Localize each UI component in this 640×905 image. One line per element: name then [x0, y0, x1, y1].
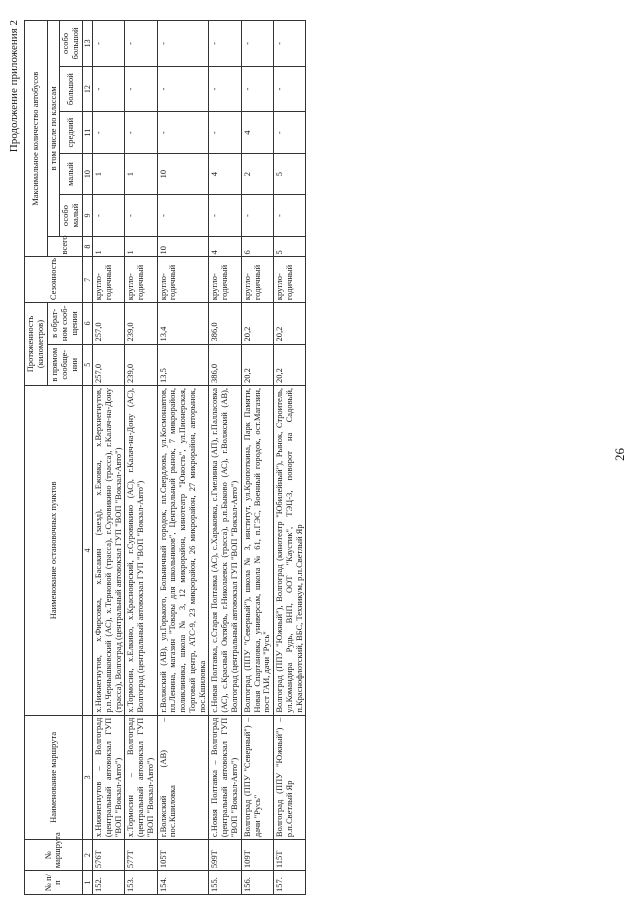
route-stops: х.Нижнегнутов, х.Фирсовка, х.Басакин (заезд), х.Ежовка, х.Верхнегнутов, р.п.Чернышковский (АС), х.Терновой (трасса), г.Суровикино (трасса), г.Калач-на-Дону (трасса), Волгоград (центральный автовокзал ГУП "ВОП "Вокзал-Авто") [93, 386, 125, 716]
season: кругло-годичный [157, 257, 209, 303]
buses-small: 2 [241, 153, 273, 194]
buses-large: - [93, 66, 125, 112]
route-number: 599Т [209, 840, 241, 871]
buses-medium: - [274, 112, 306, 153]
buses-extra-small: - [241, 195, 273, 236]
season: кругло-годичный [125, 257, 157, 303]
length-forward: 20,2 [274, 344, 306, 385]
row-number: 155. [209, 871, 241, 895]
buses-extra-small: - [157, 195, 209, 236]
page-number: 26 [612, 448, 627, 461]
row-number: 152. [93, 871, 125, 895]
header-max-buses: Максимальное количество автобусов [25, 21, 48, 257]
route-stops: Волгоград (ППУ "Северный"), школа № 3, институт, ул.Кропоткина, Парк Памяти, Новая Спартановка, универсам, школа № 61, п.ГЭС, Военный городок, ост.Магазин, пост ГАИ, дачи "Русь" [241, 386, 273, 716]
col-number: 13 [82, 21, 92, 67]
buses-total: 6 [241, 236, 273, 257]
buses-small: 5 [274, 153, 306, 194]
buses-total: 4 [209, 236, 241, 257]
buses-extra-large: - [209, 21, 241, 67]
length-forward: 257,0 [93, 344, 125, 385]
header-num: № п/п [25, 871, 83, 895]
buses-total: 1 [125, 236, 157, 257]
buses-large: - [209, 66, 241, 112]
header-route-name: Наименование маршрута [25, 715, 83, 839]
buses-total: 5 [274, 236, 306, 257]
length-forward: 239,0 [125, 344, 157, 385]
route-stops: г.Волжский (АВ), ул.Горького, Больничный городок, пл.Свердлова, ул.Космонавтов, пл.Ленина, магазин "Товары для школьников", Центральный рынок, 7 микрорайон, поликлиника, школа № 3, 12 микрорайон, кинотеатр "Юность", ул.Пионерская, Торговый центр, АТС-9, 23 микрорайон, 26 микрорайон, 27 микрорайон, авторынок, пос.Кшиловка [157, 386, 209, 716]
col-number: 6 [82, 303, 92, 344]
buses-extra-large: - [241, 21, 273, 67]
col-number: 2 [82, 840, 92, 871]
buses-extra-large: - [274, 21, 306, 67]
col-number: 9 [82, 195, 92, 236]
header-medium: средний [60, 112, 83, 153]
route-name: г.Волжский (АВ) – пос.Кшиловка [157, 715, 209, 839]
length-back: 386,0 [209, 303, 241, 344]
length-back: 20,2 [274, 303, 306, 344]
row-number: 156. [241, 871, 273, 895]
buses-large: - [157, 66, 209, 112]
buses-extra-large: - [93, 21, 125, 67]
buses-total: 10 [157, 236, 209, 257]
col-number: 1 [82, 871, 92, 895]
col-number: 5 [82, 344, 92, 385]
buses-large: - [274, 66, 306, 112]
season: кругло-годичный [241, 257, 273, 303]
buses-extra-small: - [93, 195, 125, 236]
header-large: большой [60, 66, 83, 112]
col-number: 11 [82, 112, 92, 153]
routes-table [24, 20, 306, 895]
buses-large: - [241, 66, 273, 112]
route-number: 109Т [241, 840, 273, 871]
table-row [93, 21, 125, 895]
route-name: с.Новая Полтавка – Волгоград (центральный автовокзал ГУП "ВОП "Вокзал-Авто") [209, 715, 241, 839]
buses-extra-small: - [209, 195, 241, 236]
route-stops: с.Новая Полтавка, с.Старая Полтавка (АС), с.Харьковка, с.Гмелинка (АП), г.Палласовка (АС), с.Красный Октябрь, г.Николаевск (трасса), р.п.Быково (АС), г.Волжский (АВ), Волгоград (центральный автовокзал ГУП "ВОП "Вокзал-Авто") [209, 386, 241, 716]
route-stops: Волгоград (ППУ "Южный"), Волгоград (кинотеатр "Юбилейный"), Рынок, Строитель, ул.Командира Рудь, ВНП, ООТ "Каустик", ТЭЦ-3, поворот на Садовый, п.Краснофлотский, ВБС, Техникум, р.п.Светлый Яр [274, 386, 306, 716]
length-back: 239,0 [125, 303, 157, 344]
route-number: 115Т [274, 840, 306, 871]
buses-extra-large: - [125, 21, 157, 67]
buses-total: 1 [93, 236, 125, 257]
route-number: 577Т [125, 840, 157, 871]
route-number: 576Т [93, 840, 125, 871]
buses-extra-large: - [157, 21, 209, 67]
season: кругло-годичный [93, 257, 125, 303]
header-extra-large: особо большой [60, 21, 83, 67]
row-number: 153. [125, 871, 157, 895]
season: кругло-годичный [274, 257, 306, 303]
season: кругло-годичный [209, 257, 241, 303]
header-small: малый [60, 153, 83, 194]
buses-medium: - [93, 112, 125, 153]
col-number: 3 [82, 715, 92, 839]
route-name: х.Тормосин – Волгоград (центральный автовокзал ГУП "ВОП "Вокзал-Авто") [125, 715, 157, 839]
buses-medium: - [209, 112, 241, 153]
buses-medium: - [125, 112, 157, 153]
length-forward: 386,0 [209, 344, 241, 385]
col-number: 4 [82, 386, 92, 716]
buses-small: 1 [93, 153, 125, 194]
col-number: 8 [82, 236, 92, 257]
length-back: 257,0 [93, 303, 125, 344]
header-by-class: в том числе по классам [47, 21, 60, 237]
row-number: 157. [274, 871, 306, 895]
continuation-note: Продолжение приложения 2 [8, 20, 20, 153]
header-length-fwd: в прямом сообще-нии [47, 344, 82, 385]
column-numbers-row [82, 21, 92, 895]
table-row [157, 21, 209, 895]
table-row [125, 21, 157, 895]
buses-small: 1 [125, 153, 157, 194]
length-forward: 20,2 [241, 344, 273, 385]
table-row [241, 21, 273, 895]
buses-medium: - [157, 112, 209, 153]
length-back: 20,2 [241, 303, 273, 344]
buses-extra-small: - [125, 195, 157, 236]
route-name: Волгоград (ППУ "Северный") – дачи "Русь" [241, 715, 273, 839]
buses-small: 4 [209, 153, 241, 194]
header-stops: Наименование остановочных пунктов [25, 386, 83, 716]
route-number: 105Т [157, 840, 209, 871]
col-number: 12 [82, 66, 92, 112]
header-length: Протяженность (километров) [25, 303, 48, 386]
table-row [209, 21, 241, 895]
col-number: 7 [82, 257, 92, 303]
header-route-num: № маршрута [25, 840, 83, 871]
header-length-back: в обрат-ном сооб-щении [47, 303, 82, 344]
header-season: Сезонность [25, 257, 83, 303]
table-row [274, 21, 306, 895]
length-back: 13,4 [157, 303, 209, 344]
route-name: Волгоград (ППУ "Южный") – р.п.Светлый Яр [274, 715, 306, 839]
buses-small: 10 [157, 153, 209, 194]
header-extra-small: особо малый [60, 195, 83, 236]
header-total: всего [47, 236, 82, 257]
col-number: 10 [82, 153, 92, 194]
buses-medium: 4 [241, 112, 273, 153]
row-number: 154. [157, 871, 209, 895]
buses-large: - [125, 66, 157, 112]
route-stops: х.Тормосин, х.Елкино, х.Красноярский, г.Суровикино (АС), г.Калач-на-Дону (АС), Волгоград (центральный автовокзал ГУП "ВОП "Вокзал-Авто") [125, 386, 157, 716]
route-name: х.Нижнегнутов – Волгоград (центральный автовокзал ГУП "ВОП "Вокзал-Авто") [93, 715, 125, 839]
buses-extra-small: - [274, 195, 306, 236]
length-forward: 13,5 [157, 344, 209, 385]
